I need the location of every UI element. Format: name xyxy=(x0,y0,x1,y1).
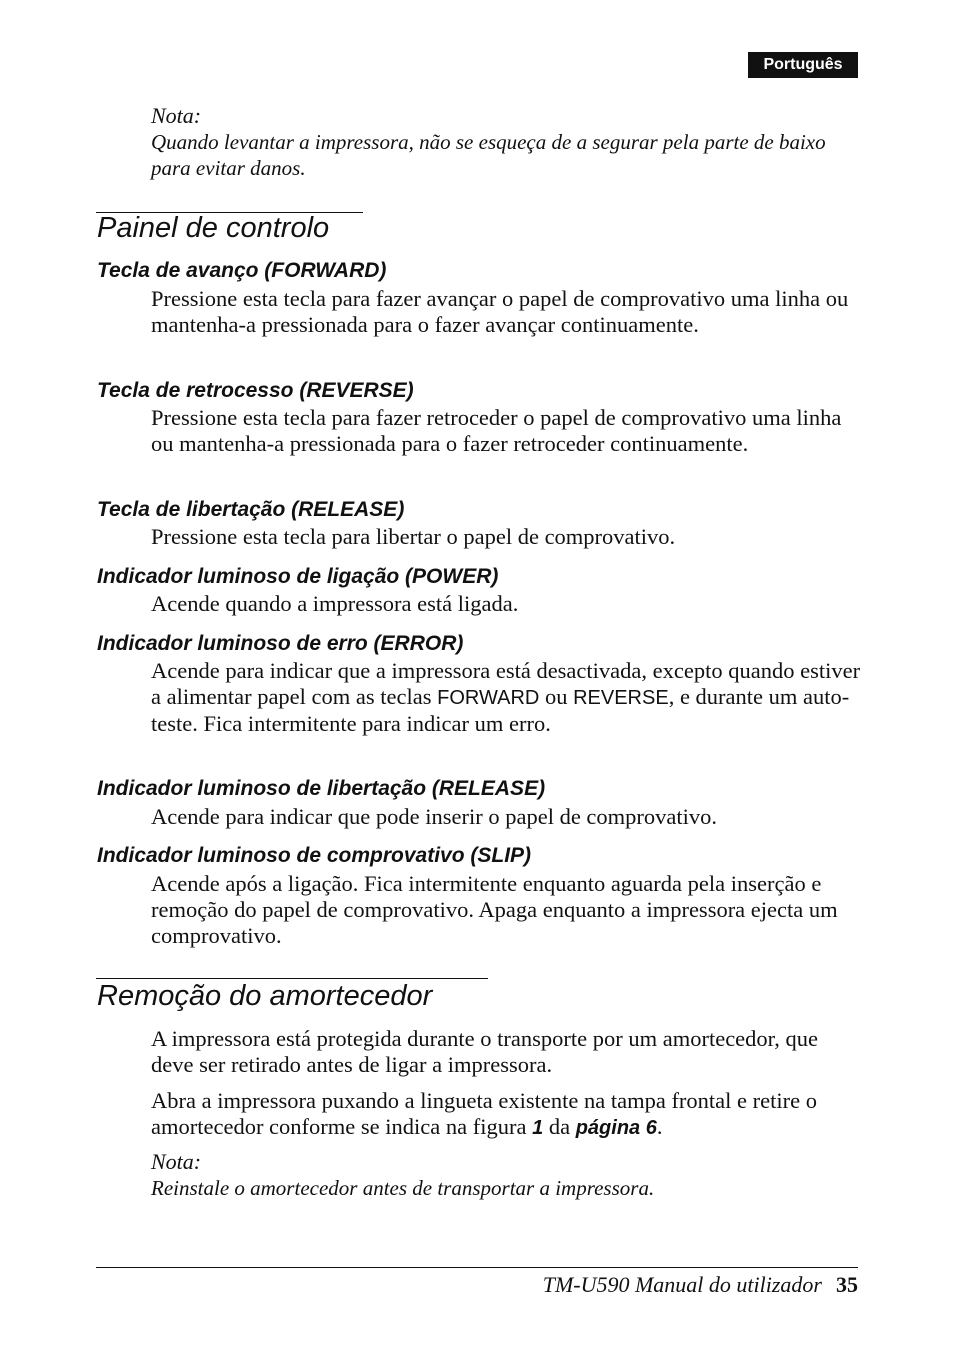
paragraph-reverse: Pressione esta tecla para fazer retroceder o papel de comprovativo uma linha ou mantenha-a pressionada para o fazer retroceder continuamente. xyxy=(151,405,842,456)
note-text: Quando levantar a impressora, não se esqueça de a segurar pela parte de baixo para evitar danos. xyxy=(151,130,826,180)
text-span: . xyxy=(656,1114,663,1139)
paragraph-power-light: Acende quando a impressora está ligada. xyxy=(151,591,519,616)
paragraph-error-light xyxy=(151,658,861,737)
paragraph-cushion-steps xyxy=(151,1088,863,1141)
paragraph-release-key: Pressione esta tecla para libertar o papel de comprovativo. xyxy=(151,524,676,549)
footer-rule xyxy=(96,1267,858,1268)
subheading-error-light: Indicador luminoso de erro (ERROR) xyxy=(97,632,464,655)
key-forward: FORWARD xyxy=(437,687,540,709)
note-bottom xyxy=(151,1149,856,1201)
language-tab: Português xyxy=(748,52,858,78)
page-reference[interactable]: página 6 xyxy=(575,1117,657,1139)
subheading-power-light: Indicador luminoso de ligação (POWER) xyxy=(97,565,499,588)
text-span: da xyxy=(543,1114,576,1139)
paragraph-slip-light: Acende após a ligação. Fica intermitente enquanto aguarda pela inserção e remoção do papel de comprovativo. Apaga enquanto a impressora ejecta um comprovativo. xyxy=(151,871,838,948)
figure-reference[interactable]: 1 xyxy=(532,1117,544,1139)
footer-title: TM-U590 Manual do utilizador xyxy=(542,1272,822,1297)
page-number: 35 xyxy=(836,1272,858,1297)
footer xyxy=(543,1272,858,1298)
paragraph-forward: Pressione esta tecla para fazer avançar o papel de comprovativo uma linha ou mantenha-a pressionada para o fazer avançar continuamente. xyxy=(151,286,849,337)
key-reverse: REVERSE xyxy=(573,687,669,709)
note-top xyxy=(151,103,856,181)
note-text: Reinstale o amortecedor antes de transportar a impressora. xyxy=(151,1176,655,1200)
text-span: ou xyxy=(539,684,574,709)
subheading-reverse: Tecla de retrocesso (REVERSE) xyxy=(97,379,414,402)
subheading-forward: Tecla de avanço (FORWARD) xyxy=(97,259,387,282)
section-title-control-panel: Painel de controlo xyxy=(97,212,330,244)
note-label: Nota: xyxy=(151,1149,202,1174)
subheading-release-light: Indicador luminoso de libertação (RELEASE) xyxy=(97,777,546,800)
subheading-slip-light: Indicador luminoso de comprovativo (SLIP) xyxy=(97,844,532,867)
note-label: Nota: xyxy=(151,103,202,128)
section-title-cushion-removal: Remoção do amortecedor xyxy=(97,980,433,1012)
paragraph-release-light: Acende para indicar que pode inserir o papel de comprovativo. xyxy=(151,804,718,829)
paragraph-cushion-intro: A impressora está protegida durante o transporte por um amortecedor, que deve ser retirado antes de ligar a impressora. xyxy=(151,1026,819,1077)
text-span: Acende para indicar que a impressora está desactivada, excepto quando estiver a alimentar papel com as teclas xyxy=(151,658,861,709)
text-span: , e durante um auto-teste. Fica intermitente para indicar um erro. xyxy=(151,684,850,736)
subheading-release-key: Tecla de libertação (RELEASE) xyxy=(97,498,405,521)
text-span: Abra a impressora puxando a lingueta existente na tampa frontal e retire o amortecedor conforme se indica na figura xyxy=(151,1088,817,1139)
